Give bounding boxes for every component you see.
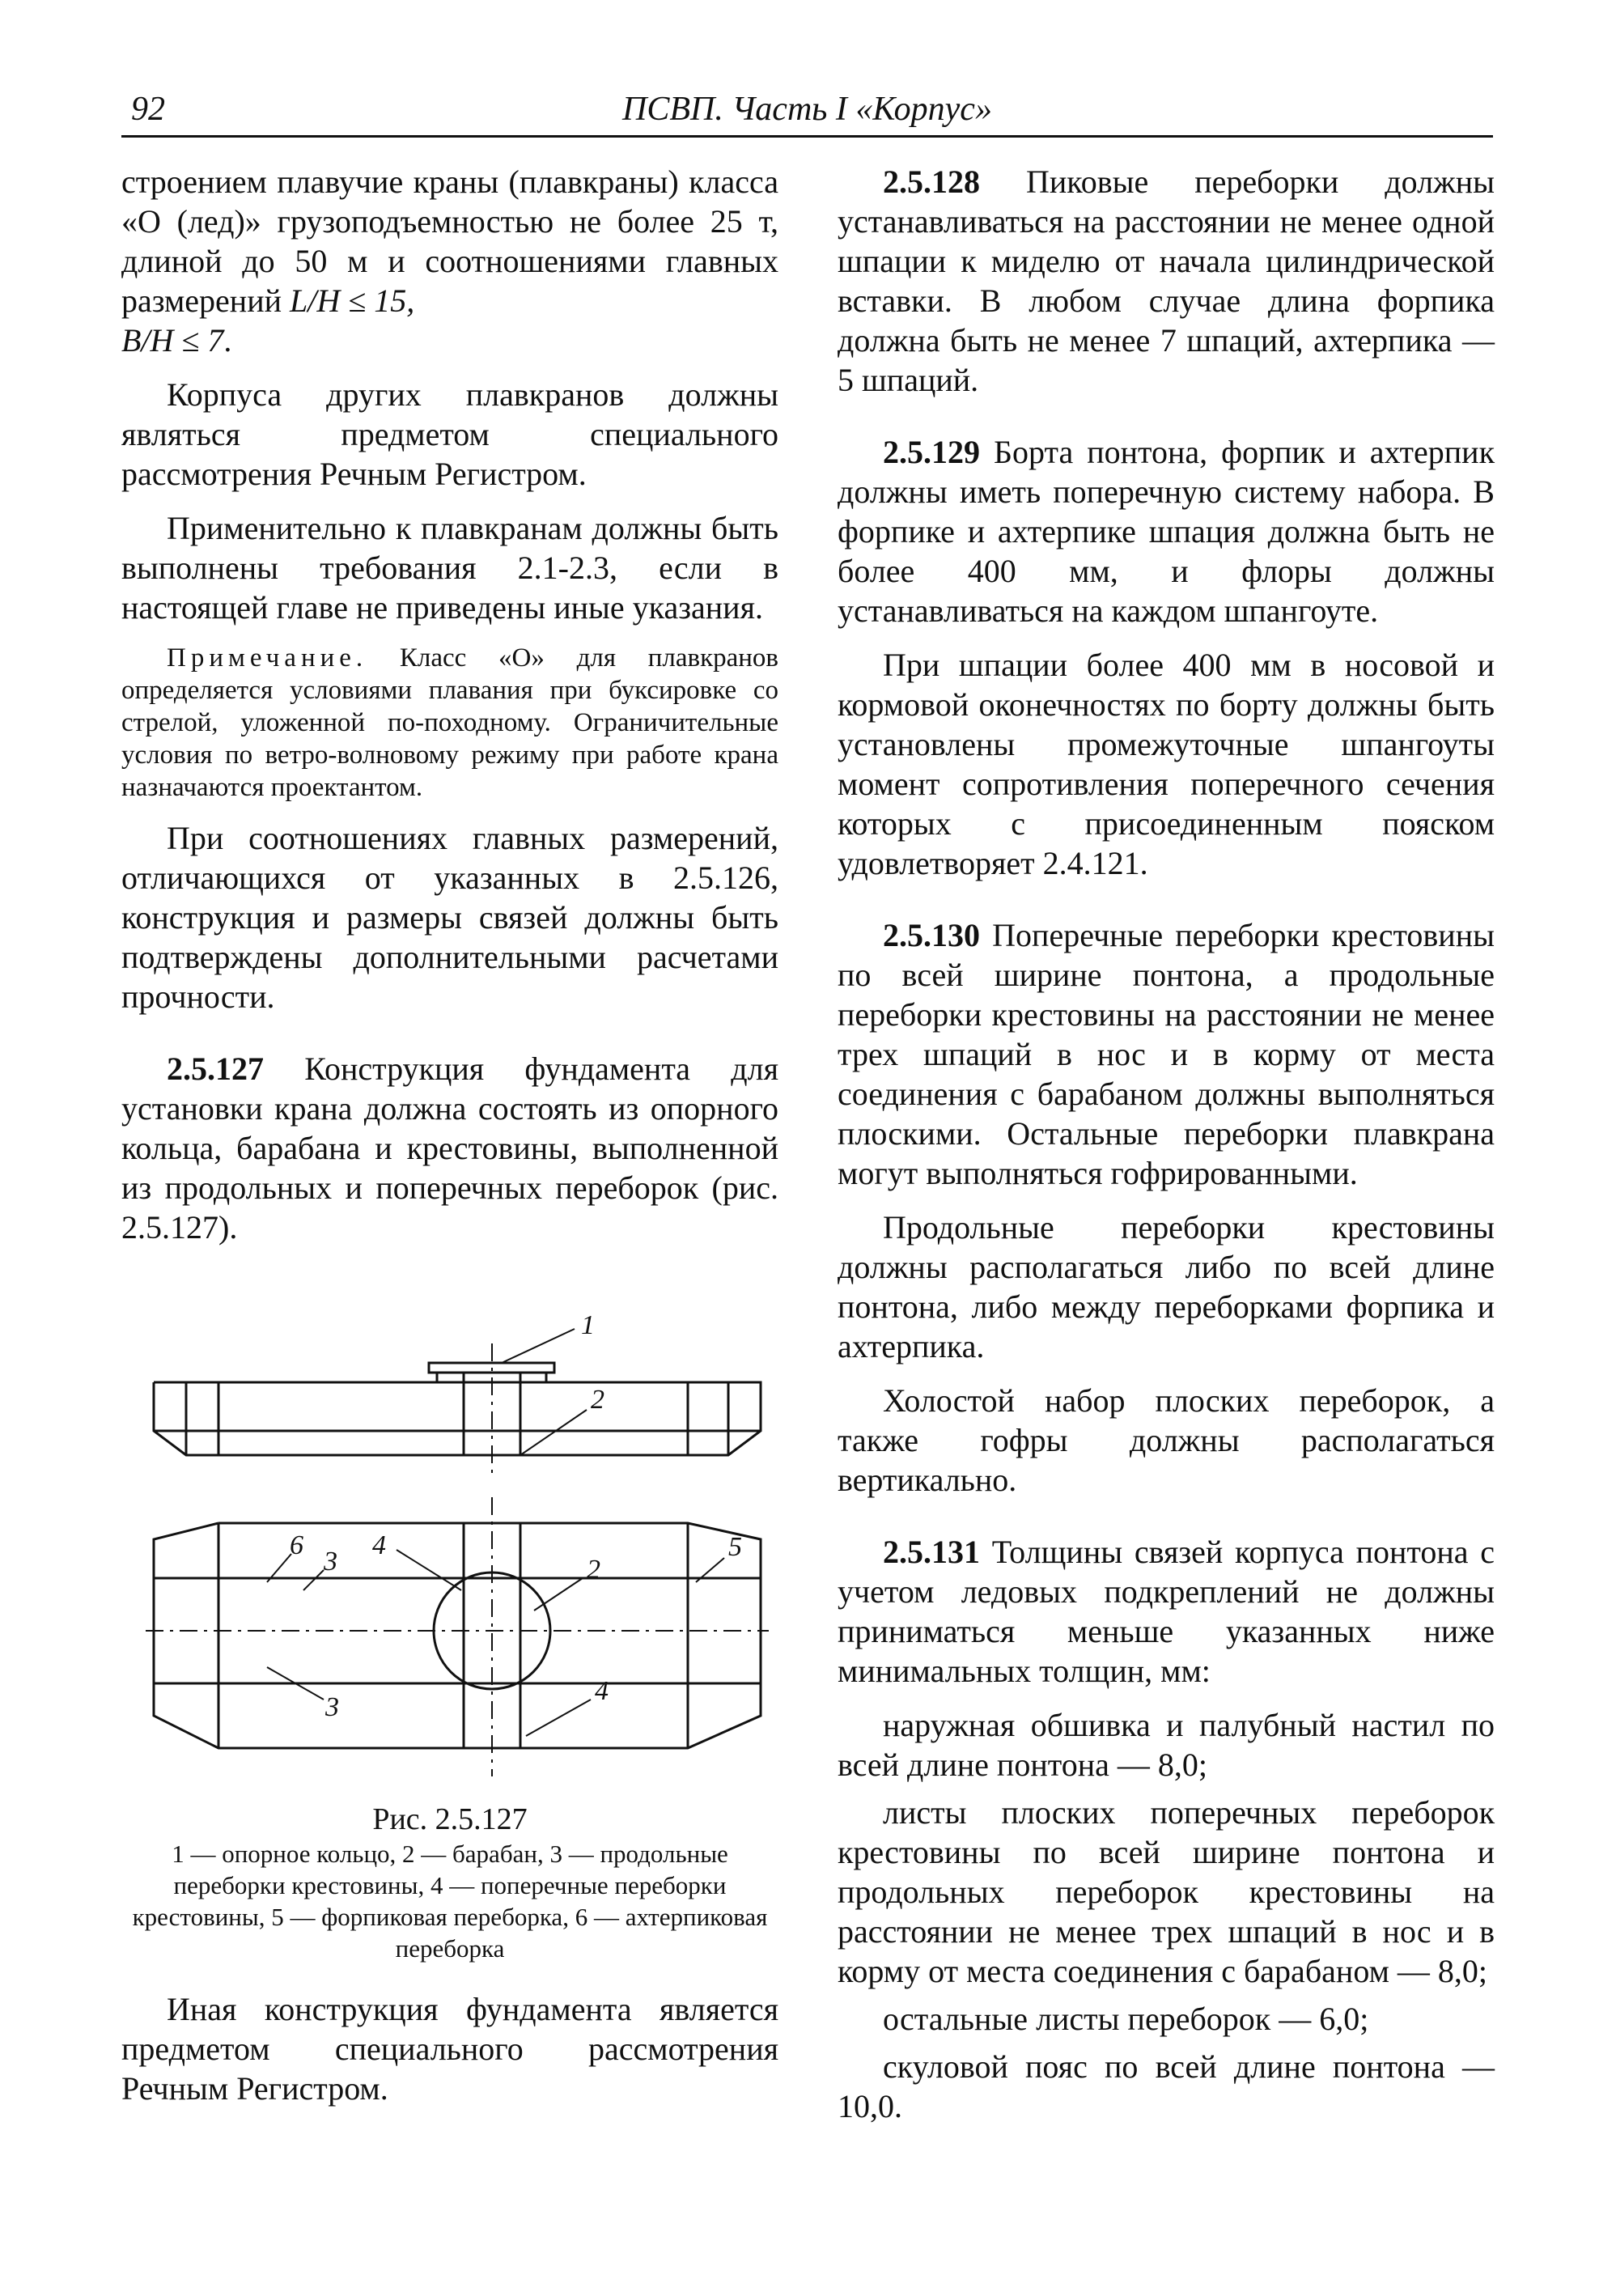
figure-caption	[121, 1801, 778, 1964]
list-item: наружная обшивка и палубный настил по всей длине понтона — 8,0;	[838, 1707, 1495, 1783]
figure-label: 4	[595, 1676, 609, 1706]
paragraph: При шпации более 400 мм в носовой и кормовой оконечностях по борту должны быть установлены промежуточные шпангоуты момент сопротивления поперечного сечения которых с присоединенным пояском удовлетворяет 2.4.121.	[838, 647, 1495, 881]
figure-label: 5	[728, 1532, 742, 1562]
formula-l-h: L/H ≤ 15,	[290, 282, 415, 319]
left-column-after-figure	[121, 1989, 778, 2108]
figure-label: 6	[290, 1530, 303, 1560]
list-item: остальные листы переборок — 6,0;	[883, 2001, 1369, 2037]
figure-label: 3	[325, 1692, 339, 1722]
section-2-5-130: 2.5.130 Поперечные переборки крестовины по всей ширине понтона, а продольные переборки крестовины на расстоянии не менее трех шпаций в нос и в корму от места соединения с барабаном должны выполняться плоскими. Остальные переборки плавкрана могут выполняться гофрированными.	[838, 917, 1495, 1191]
section-2-5-128: 2.5.128 Пиковые переборки должны устанавливаться на расстоянии не менее одной шпации к миделю от начала цилиндрической вставки. В любом случае длина форпика должна быть не менее 7 шпаций, ахтерпика — 5 шпаций.	[838, 163, 1495, 398]
section-number: 2.5.130	[883, 917, 980, 953]
section-number: 2.5.128	[883, 163, 980, 200]
section-number: 2.5.131	[883, 1534, 980, 1570]
section-2-5-129: 2.5.129 Борта понтона, форпик и ахтерпик должны иметь поперечную систему набора. В форпике и ахтерпике шпация должна быть не более 400 мм, и флоры должны устанавливаться на каждом шпангоуте.	[838, 434, 1495, 629]
list-item: скуловой пояс по всей длине понтона — 10,0.	[838, 2048, 1495, 2124]
section-2-5-127: 2.5.127 Конструкция фундамента для установки крана должна состоять из опорного кольца, барабана и крестовины, выполненной из продольных и поперечных переборок (рис. 2.5.127).	[121, 1050, 779, 1246]
note	[121, 642, 778, 804]
plan-view-pontoon	[154, 1523, 761, 1748]
note-text: Класс «О» для плавкранов определяется условиями плавания при буксировке со стрелой, уложенной по-походному. Ограничительные условия по ветро-волновому режиму при работе крана назначаются проектантом.	[121, 643, 779, 802]
figure-label: 4	[372, 1530, 386, 1560]
figure-label: 1	[581, 1311, 595, 1340]
right-column	[838, 162, 1495, 2134]
figure-label: 2	[591, 1385, 604, 1415]
paragraph: Холостой набор плоских переборок, а также гофры должны располагаться вертикально.	[838, 1382, 1495, 1498]
figure-2-5-127	[146, 1311, 769, 1780]
page-header	[121, 85, 1493, 138]
page-number: 92	[131, 91, 165, 128]
paragraph: Иная конструкция фундамента является предметом специального рассмотрения Речным Регистром.	[121, 1991, 778, 2107]
figure-label: 2	[587, 1555, 600, 1585]
section-2-5-131: 2.5.131 Толщины связей корпуса понтона с учетом ледовых подкреплений не должны приниматься меньше указанных ниже минимальных толщин, мм:	[838, 1534, 1495, 1689]
section-number: 2.5.129	[883, 434, 980, 470]
list-item: листы плоских поперечных переборок крестовины по всей ширине понтона и продольных переборок крестовины на расстоянии не менее трех шпаций в нос и в корму от места соединения с барабаном — 8,0;	[838, 1794, 1495, 1989]
caption-text: 1 — опорное кольцо, 2 — барабан, 3 — продольные переборки крестовины, 4 — поперечные переборки крестовины, 5 — форпиковая переборка, 6 — ахтерпиковая переборка	[132, 1840, 768, 1963]
paragraph-continuation: строением плавучие краны (плавкраны) класса «О (лед)» грузоподъемностью не более 25 т, длиной до 50 м и соотношениями главных размерений L/H ≤ 15, B/H ≤ 7.	[121, 163, 778, 359]
paragraph: Продольные переборки крестовины должны располагаться либо по всей длине понтона, либо между переборками форпика и ахтерпика.	[838, 1209, 1495, 1364]
running-title: ПСВП. Часть I «Корпус»	[622, 91, 992, 128]
foundation-drawing	[146, 1311, 769, 1780]
paragraph: При соотношениях главных размерений, отличающихся от указанных в 2.5.126, конструкция и размеры связей должны быть подтверждены дополнительными расчетами прочности.	[121, 820, 778, 1015]
paragraph: Корпуса других плавкранов должны являться предметом специального рассмотрения Речным Регистром.	[121, 376, 778, 492]
paragraph: Применительно к плавкранам должны быть выполнены требования 2.1-2.3, если в настоящей главе не приведены иные указания.	[121, 510, 778, 626]
section-number: 2.5.127	[167, 1050, 264, 1087]
formula-b-h: B/H ≤ 7	[121, 322, 224, 359]
caption-title: Рис. 2.5.127	[372, 1802, 528, 1836]
side-view-pontoon	[154, 1382, 761, 1455]
left-column	[121, 162, 778, 1262]
figure-label: 3	[324, 1547, 337, 1577]
note-label: Примечание.	[167, 643, 368, 673]
